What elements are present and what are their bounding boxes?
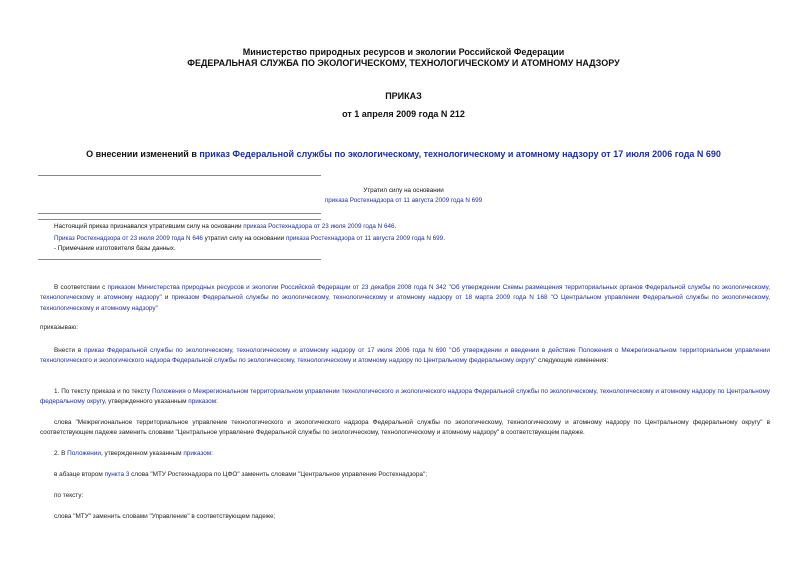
note-line-2 <box>54 235 774 243</box>
item-2b: по тексту: <box>54 492 84 499</box>
item-1 <box>40 387 770 408</box>
para-text: В соответствии с <box>54 284 108 291</box>
link-order-342[interactable]: приказом Министерства природных ресурсов и экологии Российской Федерации от 23 декабря 2008 года N 342 "Об утверждении Схемы размещения территориальных органов Федеральной службы по экологическому, технологическому и атомному надзору" <box>40 284 771 302</box>
note-link-646[interactable]: приказа Ростехнадзора от 23 июля 2009 года N 646 <box>243 223 395 230</box>
ministry-name: Министерство природных ресурсов и экологии Российской Федерации <box>242 47 565 57</box>
para-text: слова "МТУ Ростехнадзора по ЦФО" заменить словами "Центральное управление Ростехнадзора"; <box>129 471 428 478</box>
link-regulation-2[interactable]: Положении <box>67 450 101 457</box>
para-text: , утвержденного указанным <box>104 398 189 406</box>
para-basis <box>40 283 770 314</box>
para-text: : <box>211 450 213 457</box>
para-text: : <box>216 398 218 406</box>
service-name: ФЕДЕРАЛЬНАЯ СЛУЖБА ПО ЭКОЛОГИЧЕСКОМУ, ТЕХНОЛОГИЧЕСКОМУ И АТОМНОМУ НАДЗОРУ <box>187 58 620 68</box>
item-2a <box>54 470 770 480</box>
title-order-link[interactable]: приказ Федеральной службы по экологическому, технологическому и атомному надзору от 17 июля 2006 года N 690 <box>199 149 721 159</box>
link-order[interactable]: приказом <box>188 398 217 406</box>
divider <box>38 175 321 176</box>
item-2 <box>54 449 770 459</box>
divider <box>38 259 321 260</box>
note-text: Настоящий приказ признавался утратившим силу на основании <box>54 223 244 230</box>
doc-title-prefix: О внесении изменений в <box>86 149 200 159</box>
para-text: Внести в <box>54 347 85 354</box>
para-amend <box>40 346 770 367</box>
link-order-690[interactable]: приказ Федеральной службы по экологическому, технологическому и атомному надзору от 17 июля 2006 года N 690 "Об утверждении и введении в действие Положения о Межрегиональном территориальном управлении технологического и экологического надзора Федеральной службы по экологическому, технологическому и атомному надзору по Центральному федеральному округу" <box>40 347 770 365</box>
para-text: 1. По тексту приказа и по тексту <box>54 388 152 395</box>
order-word: приказываю: <box>40 324 78 331</box>
divider <box>38 219 321 220</box>
link-order-168[interactable]: приказом Федеральной службы по экологическому, технологическому и атомному надзору от 18 марта 2009 года N 168 "О Центральном управлении Федеральной службы по экологическому, технологическому и атомному надзору" <box>40 294 770 312</box>
doc-title <box>0 149 807 160</box>
link-order-2[interactable]: приказом <box>183 450 212 457</box>
status-line: Утратил силу на основании <box>363 187 444 194</box>
para-text: 2. В <box>54 450 68 457</box>
para-text: , утвержденном указанным <box>100 450 184 457</box>
note-line-3: - Примечание изготовителя базы данных. <box>54 245 176 252</box>
para-text: в абзаце втором <box>54 471 105 478</box>
note-link-699[interactable]: приказа Ростехнадзора от 11 августа 2009 года N 699 <box>285 235 444 242</box>
note-link-646-b[interactable]: Приказ Ростехнадзора от 23 июля 2009 года N 646 <box>54 235 203 242</box>
note-text: утратил силу на основании <box>202 235 286 242</box>
note-text: . <box>443 235 445 242</box>
para-text: и <box>161 294 172 302</box>
divider <box>38 213 321 214</box>
doc-date: от 1 апреля 2009 года N 212 <box>342 109 465 119</box>
note-line-1 <box>54 223 774 231</box>
item-2c: слова "МТУ" заменить словами "Управление" в соответствующем падеже; <box>54 513 276 520</box>
doc-type: ПРИКАЗ <box>385 91 422 101</box>
para-text: следующие изменения: <box>536 357 609 365</box>
repeal-order-link[interactable]: приказа Ростехнадзора от 11 августа 2009 года N 699 <box>324 197 483 204</box>
link-point-3[interactable]: пункта 3 <box>104 471 130 478</box>
item-1-words: слова "Межрегиональное территориальное управление технологического и экологического надзора Федеральной службы по экологическому, технологическому и атомному надзору по Центральному федеральному округу" в соответствующем падеже заменить словами "Центральное управление Федеральной службы по экологическому, технологическому и атомному надзору" в соответствующем падеже. <box>40 419 770 437</box>
link-regulation[interactable]: Положения о Межрегиональном территориальном управлении технологического и экологического надзора Федеральной службы по экологическому, технологическому и атомному надзору по Центральному федеральному округу <box>40 388 770 406</box>
note-text: . <box>394 223 397 230</box>
